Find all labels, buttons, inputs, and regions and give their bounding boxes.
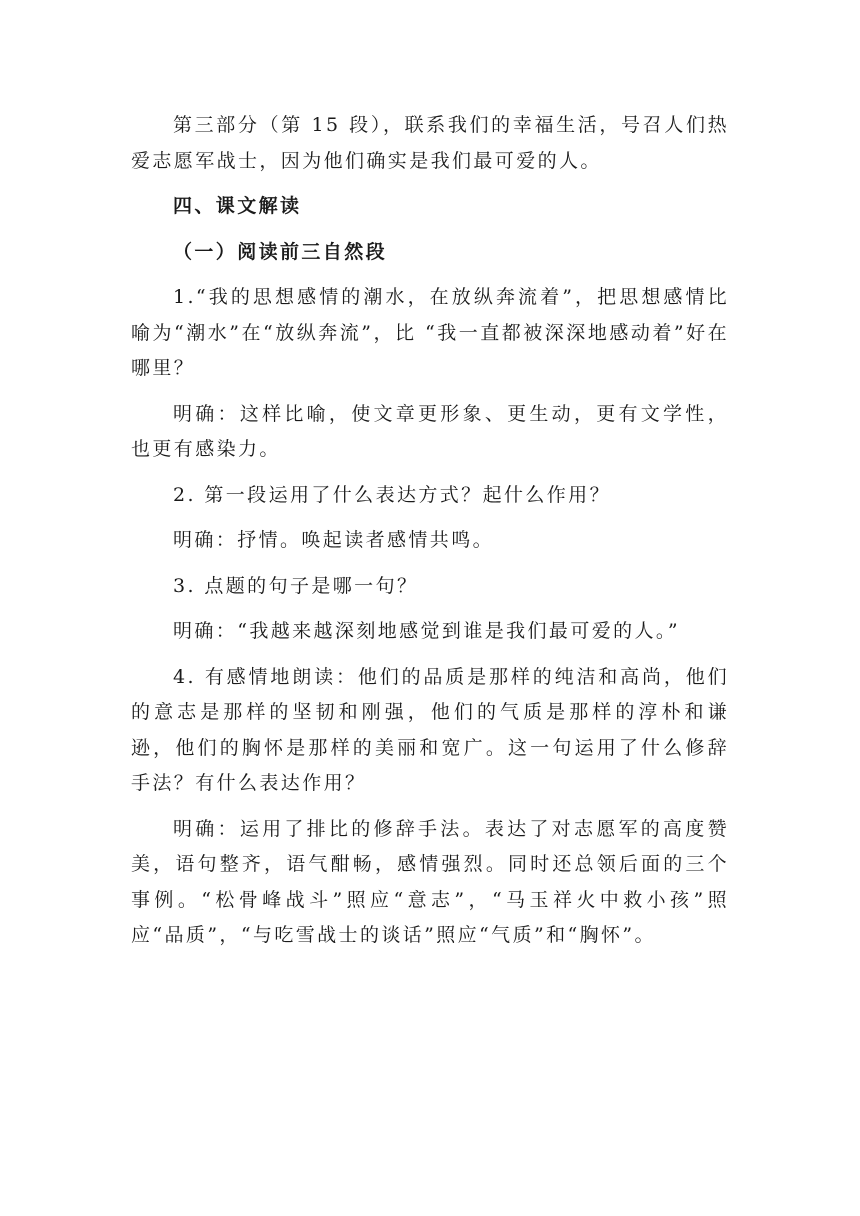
paragraph-part-three: 第三部分（第 15 段），联系我们的幸福生活，号召人们热爱志愿军战士，因为他们确实是我们最可爱的人。	[131, 114, 729, 172]
question-3: 3. 点题的句子是哪一句？	[173, 574, 419, 597]
question-1: 1.“我的思想感情的潮水，在放纵奔流着”，把思想感情比喻为“潮水”在“放纵奔流”，比 “我一直都被深深地感动着”好在哪里？	[131, 286, 729, 379]
question-2: 2. 第一段运用了什么表达方式？起什么作用？	[173, 483, 611, 506]
answer-1: 明确：这样比喻，使文章更形象、更生动，更有文学性，也更有感染力。	[131, 402, 729, 460]
question-4: 4. 有感情地朗读：他们的品质是那样的纯洁和高尚，他们的意志是那样的坚韧和刚强，他们的气质是那样的淳朴和谦逊，他们的胸怀是那样的美丽和宽广。这一句运用了什么修辞手法？有什么表达作用？	[131, 665, 730, 794]
section-heading-text-interpretation: 四、课文解读	[173, 195, 302, 217]
answer-3: 明确：“我越来越深刻地感觉到谁是我们最可爱的人。”	[173, 620, 680, 642]
document-body	[131, 108, 729, 954]
answer-4: 明确：运用了排比的修辞手法。表达了对志愿军的高度赞美，语句整齐，语气酣畅，感情强烈。同时还总领后面的三个事例。“松骨峰战斗”照应“意志”，“马玉祥火中救小孩”照应“品质”，“与吃雪战士的谈话”照应“气质”和“胸怀”。	[131, 817, 729, 946]
subheading-first-three-paragraphs: （一）阅读前三自然段	[173, 240, 388, 263]
answer-2: 明确：抒情。唤起读者感情共鸣。	[173, 529, 495, 551]
